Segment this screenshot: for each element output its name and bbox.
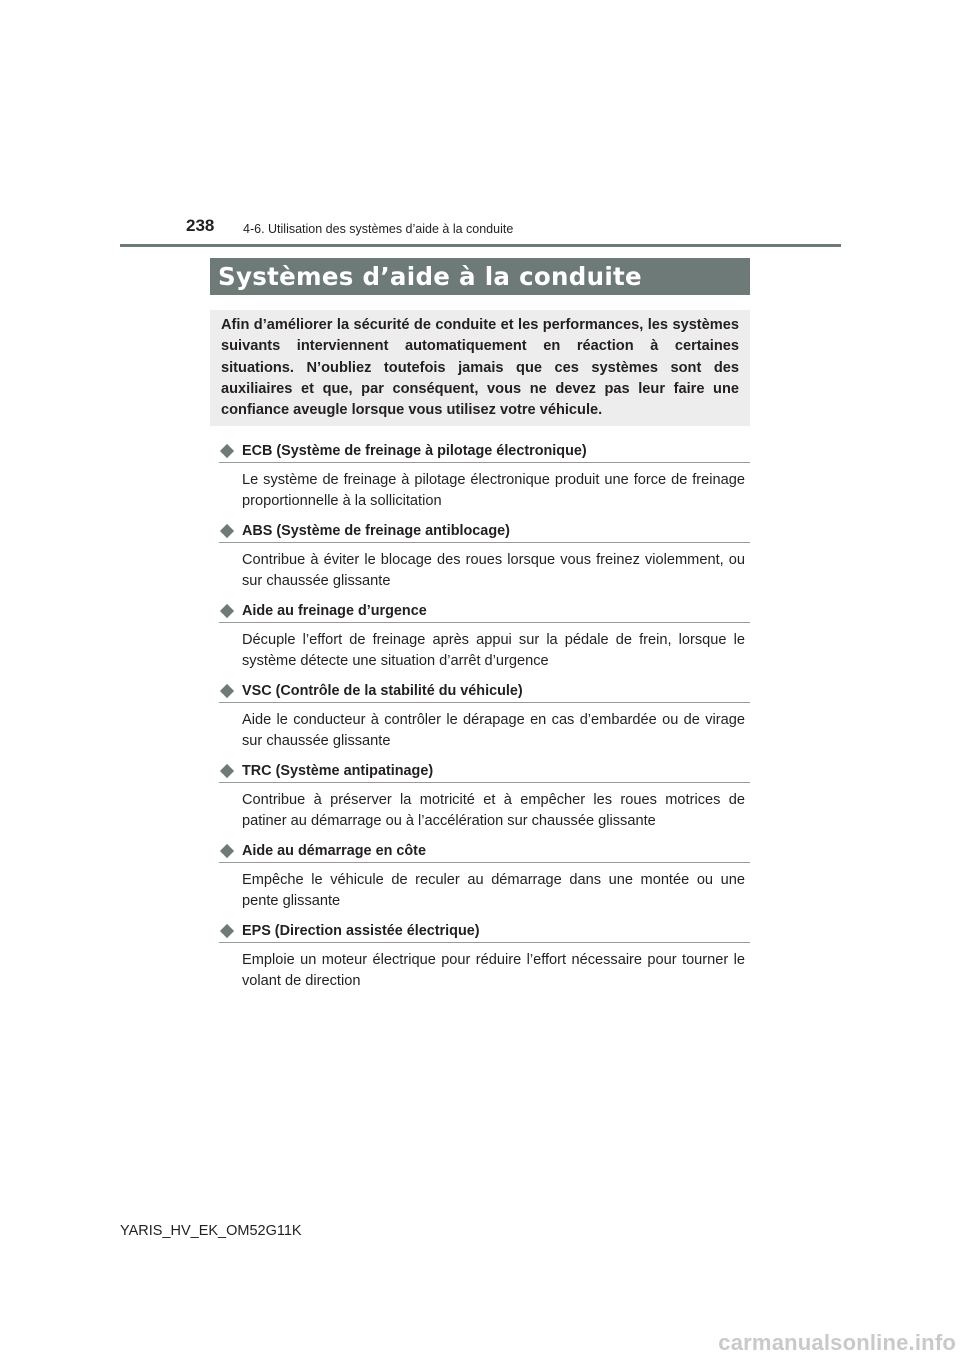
feature-heading: [219, 520, 750, 543]
feature-title: VSC (Contrôle de la stabilité du véhicule): [242, 683, 523, 699]
watermark: carmanualsonline.info: [718, 1330, 956, 1355]
diamond-bullet-icon: [220, 524, 234, 538]
feature-heading: [219, 440, 750, 463]
feature-description: Décuple l’effort de freinage après appui sur la pédale de frein, lorsque le système détecte une situation d’arrêt d’urgence: [242, 632, 745, 669]
feature-item: [219, 840, 750, 912]
feature-item: [219, 520, 750, 592]
feature-description: Emploie un moteur électrique pour réduire l’effort nécessaire pour tourner le volant de direction: [242, 952, 745, 989]
feature-description: Contribue à préserver la motricité et à empêcher les roues motrices de patiner au démarrage ou à l’accélération sur chaussée glissante: [242, 792, 745, 829]
feature-description: Empêche le véhicule de reculer au démarrage dans une montée ou une pente glissante: [242, 872, 745, 909]
feature-heading: [219, 920, 750, 943]
feature-item: [219, 440, 750, 512]
page-title: Systèmes d’aide à la conduite: [218, 262, 642, 291]
feature-heading: [219, 760, 750, 783]
feature-description: Contribue à éviter le blocage des roues lorsque vous freinez violemment, ou sur chaussée glissante: [242, 552, 745, 589]
feature-item: [219, 920, 750, 992]
feature-title: ABS (Système de freinage antiblocage): [242, 523, 510, 539]
diamond-bullet-icon: [220, 764, 234, 778]
feature-heading: [219, 600, 750, 623]
diamond-bullet-icon: [220, 924, 234, 938]
feature-title: Aide au démarrage en côte: [242, 843, 426, 859]
title-bar: [210, 258, 750, 295]
intro-box: [210, 310, 750, 426]
diamond-bullet-icon: [220, 444, 234, 458]
document-code: YARIS_HV_EK_OM52G11K: [120, 1223, 302, 1239]
feature-description: Aide le conducteur à contrôler le dérapage en cas d’embardée ou de virage sur chaussée glissante: [242, 712, 745, 749]
feature-title: TRC (Système antipatinage): [242, 763, 434, 779]
feature-item: [219, 680, 750, 752]
page-number: 238: [186, 216, 215, 235]
feature-heading: [219, 680, 750, 703]
feature-title: Aide au freinage d’urgence: [242, 603, 427, 619]
intro-text: Afin d’améliorer la sécurité de conduite et les performances, les systèmes suivants interviennent automatiquement en réaction à certaines situations. N’oubliez toutefois jamais que ces systèmes sont des auxiliaires et que, par conséquent, vous ne devez pas leur faire une confiance aveugle lorsque vous utilisez votre véhicule.: [221, 317, 739, 419]
feature-list: [219, 440, 750, 992]
feature-item: [219, 760, 750, 832]
feature-description: Le système de freinage à pilotage électronique produit une force de freinage proportionnelle à la sollicitation: [242, 472, 745, 509]
diamond-bullet-icon: [220, 684, 234, 698]
diamond-bullet-icon: [220, 844, 234, 858]
feature-heading: [219, 840, 750, 863]
feature-title: ECB (Système de freinage à pilotage électronique): [242, 443, 587, 459]
feature-title: EPS (Direction assistée électrique): [242, 923, 480, 939]
header-rule: [120, 244, 841, 247]
diamond-bullet-icon: [220, 604, 234, 618]
feature-item: [219, 600, 750, 672]
section-label: 4-6. Utilisation des systèmes d’aide à la conduite: [243, 222, 514, 236]
